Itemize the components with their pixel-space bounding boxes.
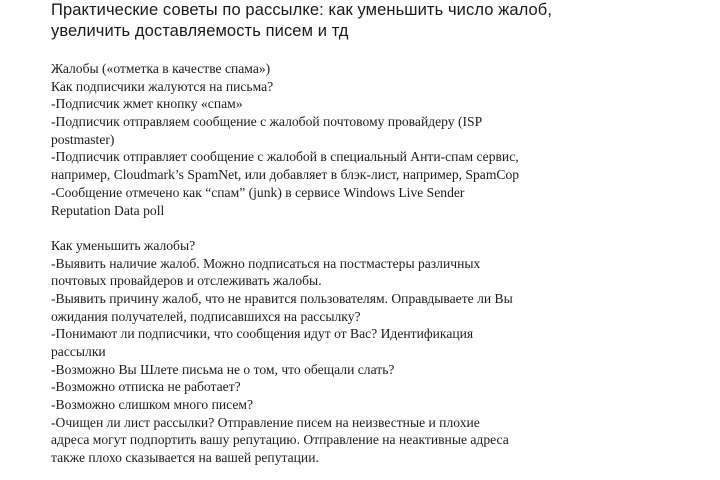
paragraph-line: рассылки <box>51 344 106 359</box>
paragraph-line: -Подписчик отправляет сообщение с жалобой в специальный Анти-спам сервис, <box>51 149 519 165</box>
paragraph-line: например, Cloudmark’s SpamNet, или добавляет в блэк-лист, например, SpamCop <box>51 167 520 183</box>
paragraph-line: -Возможно отписка не работает? <box>51 379 241 395</box>
paragraph-line: -Подписчик отправляем сообщение с жалобой почтовому провайдеру (ISP <box>51 114 483 130</box>
paragraph-line: postmaster) <box>51 131 115 147</box>
document-body <box>51 60 711 467</box>
paragraph-line: Reputation Data poll <box>51 202 165 218</box>
paragraph-line: -Выявить наличие жалоб. Можно подписаться на постмастеры различных <box>51 255 481 271</box>
paragraph-line: -Сообщение отмечено как “спам” (junk) в сервисе Windows Live Sender <box>51 184 465 200</box>
paragraph-line: ожидания получателей, подписавшихся на рассылку? <box>51 308 361 324</box>
section-heading: Как уменьшить жалобы? <box>51 237 196 253</box>
paragraph-line: -Подписчик жмет кнопку «спам» <box>51 96 243 112</box>
section-heading: Жалобы («отметка в качестве спама») <box>51 61 271 76</box>
paragraph-line: адреса могут подпортить вашу репутацию. Отправление на неактивные адреса <box>51 432 509 448</box>
paragraph-line: -Возможно слишком много писем? <box>51 397 254 413</box>
section-reduce-complaints <box>51 237 711 467</box>
paragraph-line: Как подписчики жалуются на письма? <box>51 78 274 94</box>
paragraph-line: также плохо сказывается на вашей репутации. <box>51 450 319 466</box>
paragraph-line: -Понимают ли подписчики, что сообщения идут от Вас? Идентификация <box>51 326 474 342</box>
paragraph-spacer <box>51 219 711 237</box>
document-title <box>51 0 711 42</box>
title-line: Практические советы по рассылке: как уменьшить число жалоб, <box>51 1 553 19</box>
paragraph-line: -Выявить причину жалоб, что не нравится пользователям. Оправдываете ли Вы <box>51 290 513 306</box>
paragraph-line: почтовых провайдеров и отслеживать жалобы. <box>51 273 322 289</box>
title-line: увеличить доставляемость писем и тд <box>51 22 349 40</box>
paragraph-line: -Очищен ли лист рассылки? Отправление писем на неизвестные и плохие <box>51 414 480 430</box>
paragraph-line: -Возможно Вы Шлете письма не о том, что обещали слать? <box>51 361 395 377</box>
section-complaints <box>51 60 711 219</box>
